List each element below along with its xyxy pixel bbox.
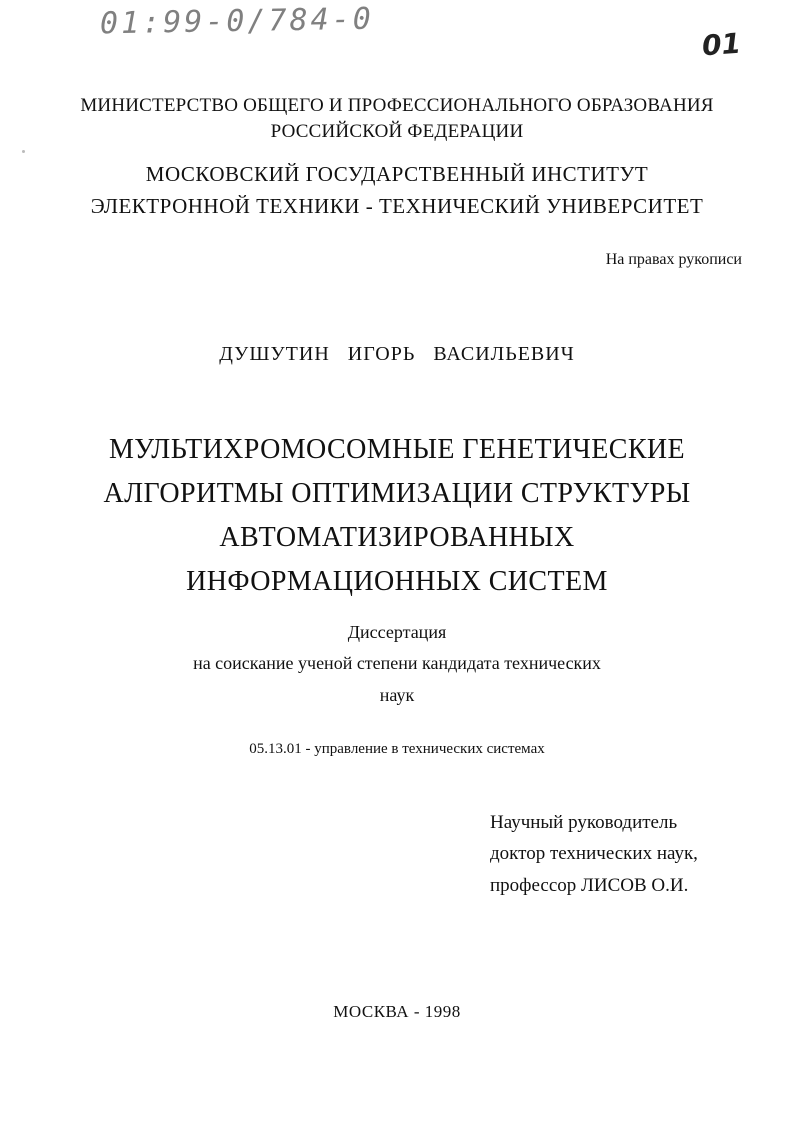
scan-speck <box>22 150 25 153</box>
ministry-line-2: РОССИЙСКОЙ ФЕДЕРАЦИИ <box>270 121 524 142</box>
author-name: ДУШУТИН ИГОРЬ ВАСИЛЬЕВИЧ <box>219 343 575 365</box>
rights-note: На правах рукописи <box>605 251 742 268</box>
degree-purpose-line-1: на соискание ученой степени кандидата технических <box>193 653 601 673</box>
advisor-name: профессор ЛИСОВ О.И. <box>490 875 689 896</box>
handwritten-corner-mark: 01 <box>700 26 743 63</box>
dissertation-type: Диссертация <box>347 622 447 642</box>
handwritten-registry-number: 01:99-0/784-0 <box>99 1 375 42</box>
advisor-degree: доктор технических наук, <box>490 843 698 864</box>
institute-line-1: МОСКОВСКИЙ ГОСУДАРСТВЕННЫЙ ИНСТИТУТ <box>145 162 649 186</box>
degree-purpose-line-2: наук <box>379 685 415 705</box>
title-line-1: МУЛЬТИХРОМОСОМНЫЕ ГЕНЕТИЧЕСКИЕ <box>108 434 686 465</box>
title-line-2: АЛГОРИТМЫ ОПТИМИЗАЦИИ СТРУКТУРЫ <box>103 478 691 509</box>
institute-line-2: ЭЛЕКТРОННОЙ ТЕХНИКИ - ТЕХНИЧЕСКИЙ УНИВЕРСИТЕТ <box>90 194 704 218</box>
advisor-label: Научный руководитель <box>490 812 678 833</box>
specialty-code: 05.13.01 - управление в технических системах <box>249 741 545 757</box>
title-line-4: ИНФОРМАЦИОННЫХ СИСТЕМ <box>186 566 608 597</box>
ministry-line-1: МИНИСТЕРСТВО ОБЩЕГО И ПРОФЕССИОНАЛЬНОГО ОБРАЗОВАНИЯ <box>80 95 714 116</box>
city-year: МОСКВА - 1998 <box>333 1002 461 1021</box>
title-line-3: АВТОМАТИЗИРОВАННЫХ <box>219 522 575 553</box>
